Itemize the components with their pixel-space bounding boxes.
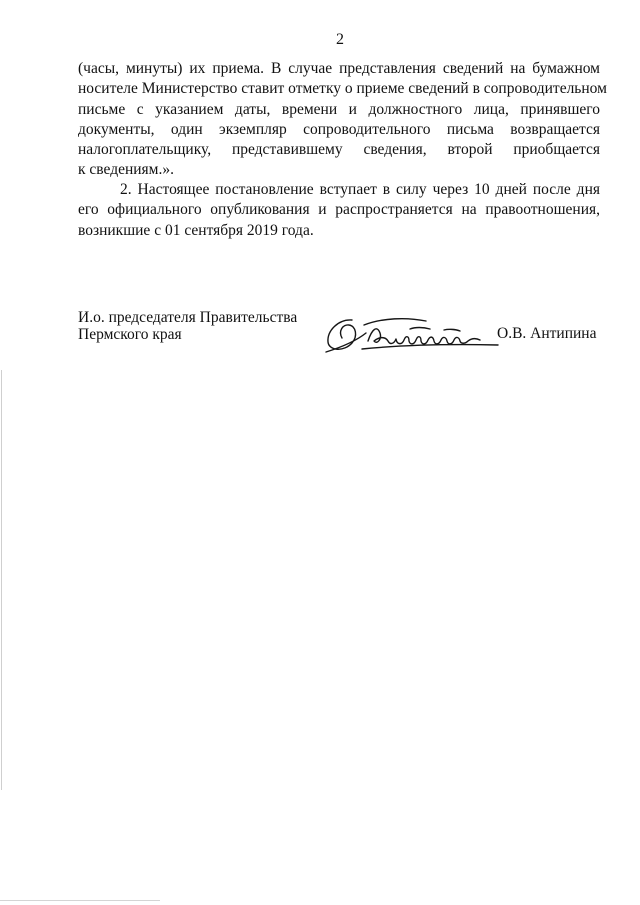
- text-line: его официального опубликования и распространяется на правоотношения,: [78, 201, 600, 219]
- text-line: к сведениям.».: [78, 161, 174, 179]
- signer-title-line: Пермского края: [78, 326, 182, 343]
- text-line: налогоплательщику, представившему сведения, второй приобщается: [78, 141, 600, 159]
- handwritten-signature: [322, 311, 502, 357]
- signer-title-line: И.о. председателя Правительства: [78, 309, 298, 326]
- text-line: документы, один экземпляр сопроводительного письма возвращается: [78, 120, 600, 138]
- scan-edge: [0, 900, 160, 901]
- signer-name: О.В. Антипина: [497, 325, 597, 342]
- signer-title: [78, 309, 297, 343]
- paragraph-effective-date: [78, 180, 600, 241]
- text-line: носителе Министерство ставит отметку о приеме сведений в сопроводительном: [78, 80, 607, 98]
- text-line: (часы, минуты) их приема. В случае представления сведений на бумажном: [78, 60, 600, 77]
- scan-edge: [1, 370, 2, 790]
- page-number: 2: [336, 31, 344, 48]
- paragraph-continuation: [78, 59, 607, 181]
- text-line: 2. Настоящее постановление вступает в силу через 10 дней после дня: [120, 181, 600, 198]
- text-line: возникшие с 01 сентября 2019 года.: [78, 221, 314, 239]
- text-line: письме с указанием даты, времени и должностного лица, принявшего: [78, 100, 600, 118]
